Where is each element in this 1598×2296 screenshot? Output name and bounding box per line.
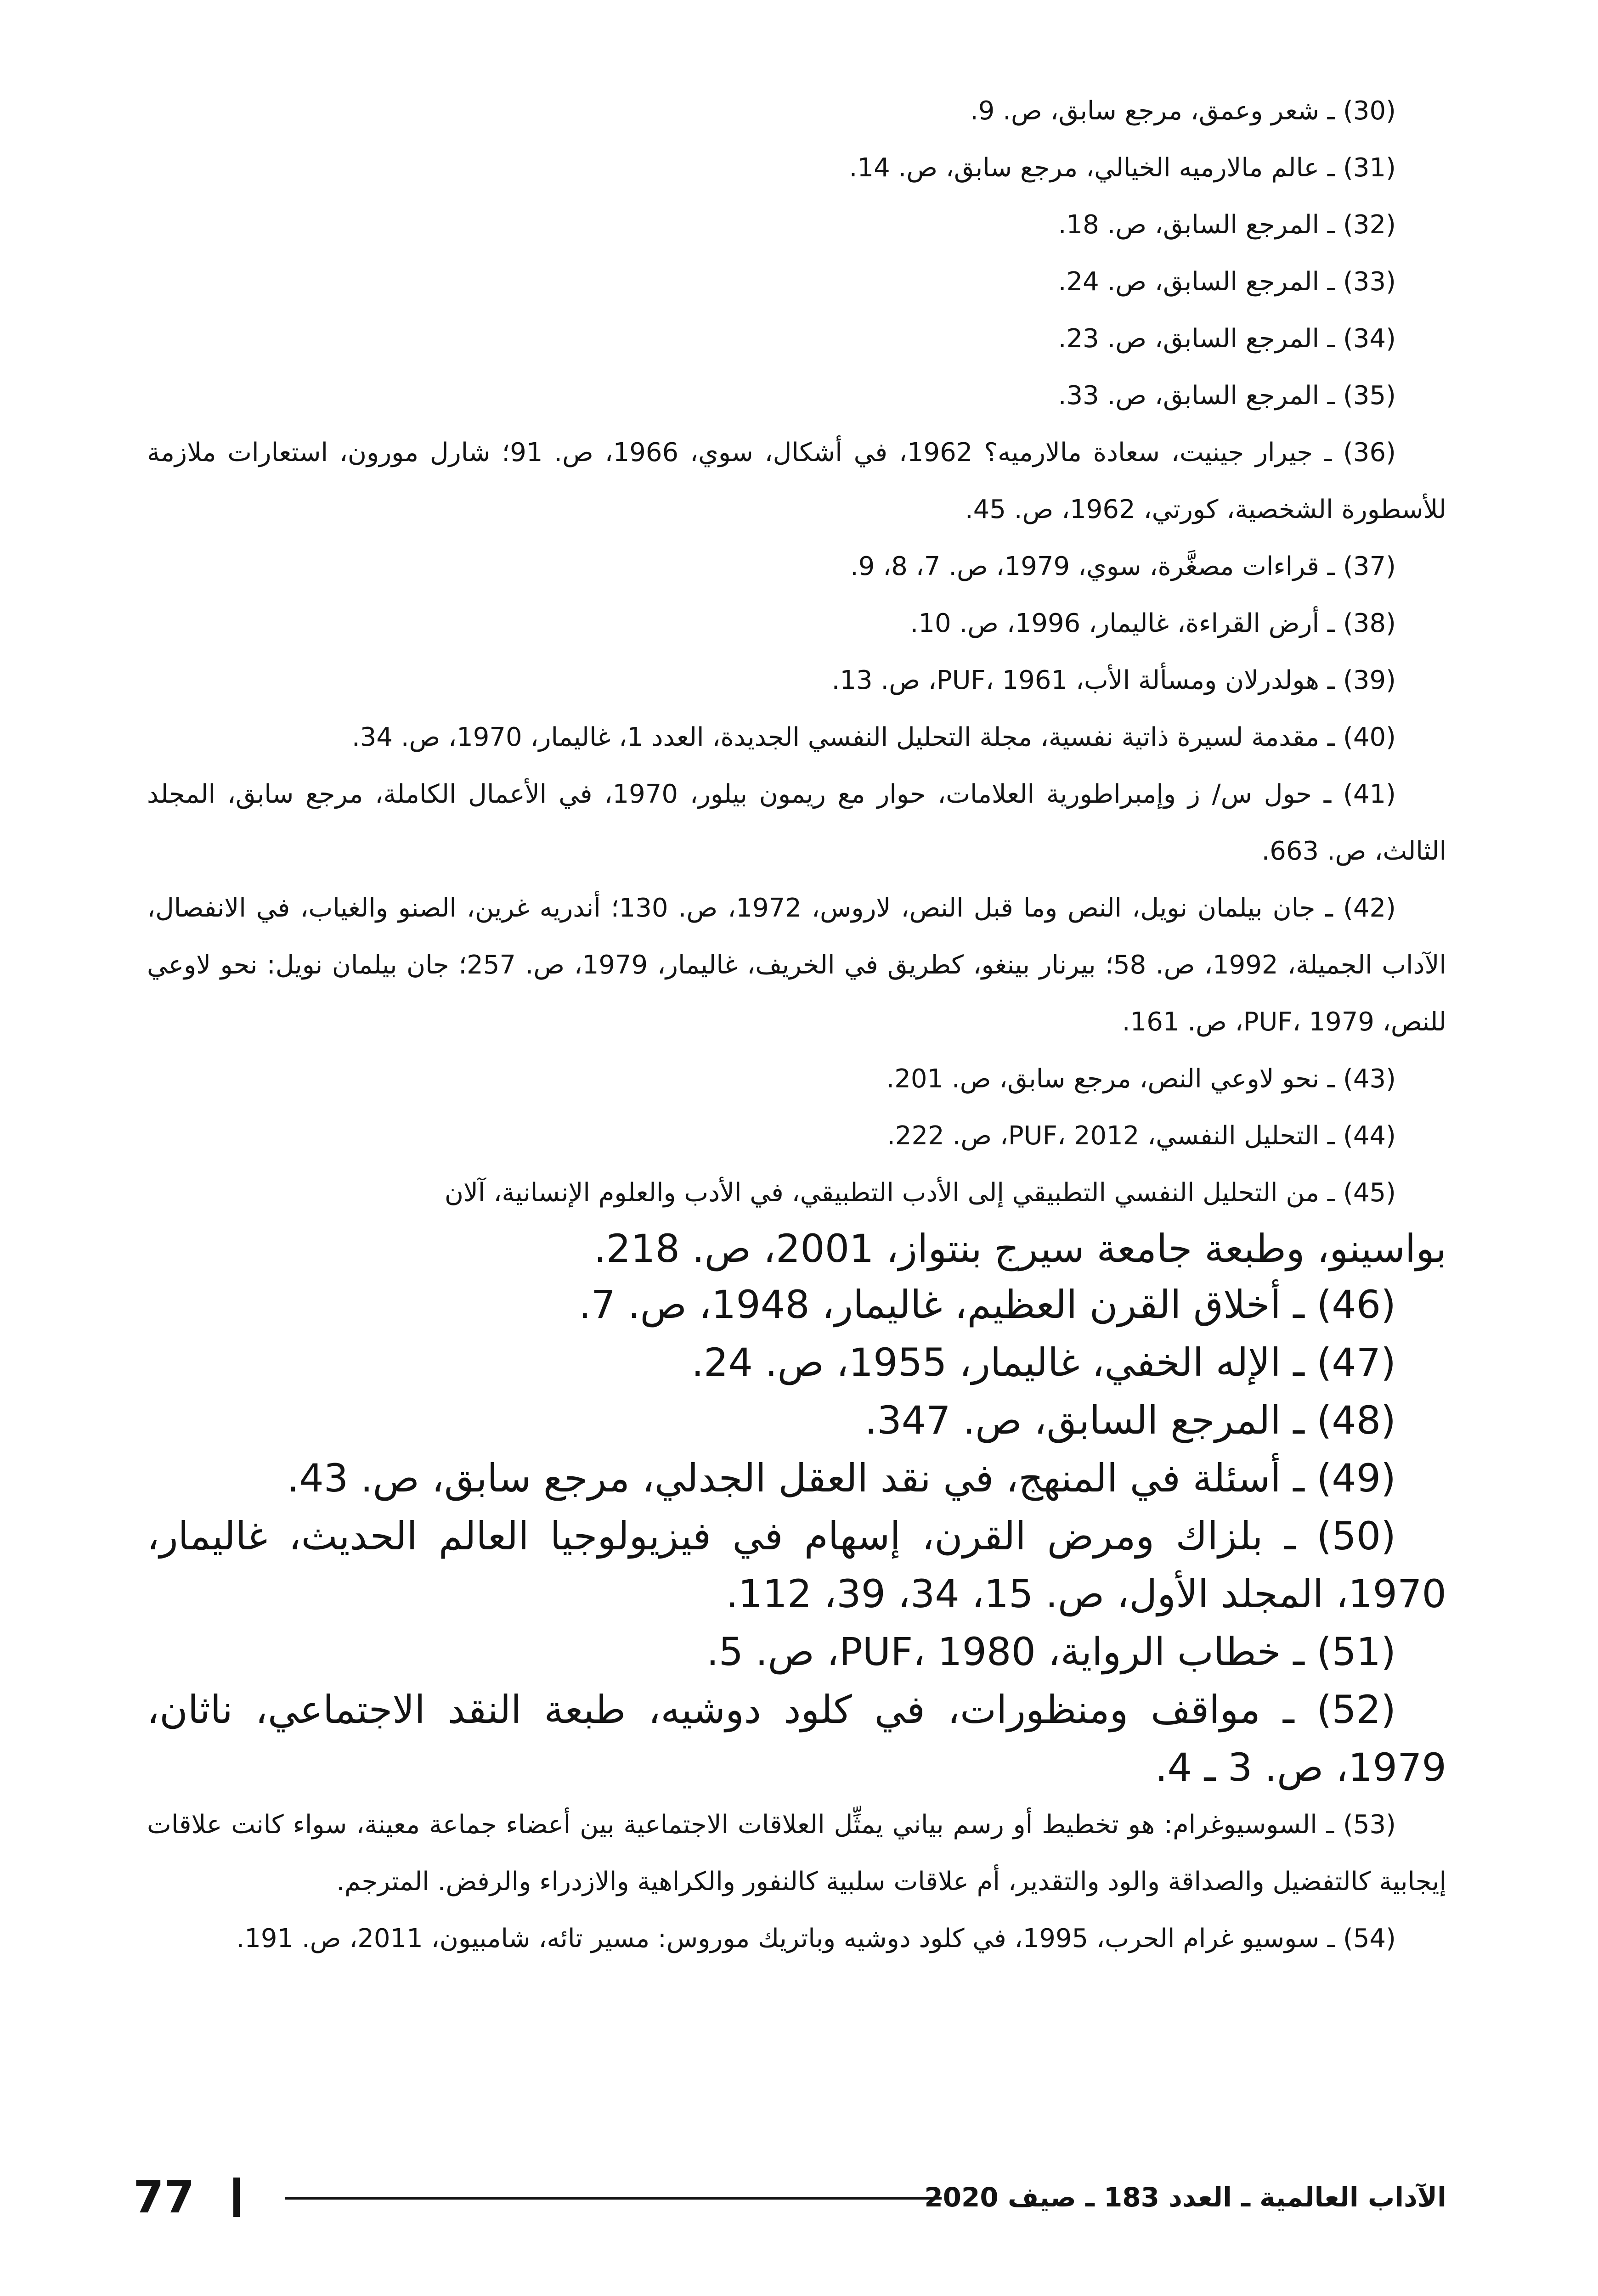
endnote-36: (36) ـ جيرار جينيت، سعادة مالارميه؟ 1962، في أشكال، سوي، 1966، ص. 91؛ شارل مورون، استعارات ملازمة للأسطورة الشخصية، كورتي، 1962، ص. 45. bbox=[147, 438, 1446, 524]
endnote-47: (47) ـ الإله الخفي، غاليمار، 1955، ص. 24. bbox=[691, 1340, 1396, 1385]
endnote-41: (41) ـ حول س/ ز وإمبراطورية العلامات، حوار مع ريمون بيلور، 1970، في الأعمال الكاملة، مرجع سابق، المجلد الثالث، ص. 663. bbox=[147, 779, 1446, 866]
endnote-33: (33) ـ المرجع السابق، ص. 24. bbox=[1058, 267, 1396, 297]
endnote-45 bbox=[147, 1165, 1446, 1276]
page-number: 77 bbox=[133, 2172, 195, 2223]
page-footer bbox=[133, 2167, 1446, 2227]
endnote-32: (32) ـ المرجع السابق، ص. 18. bbox=[1058, 210, 1396, 240]
endnote-38: (38) ـ أرض القراءة، غاليمار، 1996، ص. 10. bbox=[910, 608, 1396, 638]
endnote-53: (53) ـ السوسيوغرام: هو تخطيط أو رسم بياني يمثِّل العلاقات الاجتماعية بين أعضاء جماعة معينة، سواء كانت علاقات إيجابية كالتفضيل والصداقة والود والتقدير، أم علاقات سلبية كالنفور والكراهية والازدراء والرفض. المترجم. bbox=[147, 1810, 1446, 1896]
endnote-45-second-line: بواسينو، وطبعة جامعة سيرج بنتواز، 2001، ص. 218. bbox=[594, 1226, 1446, 1271]
endnote-31: (31) ـ عالم مالارميه الخيالي، مرجع سابق، ص. 14. bbox=[849, 153, 1396, 183]
endnote-50: (50) ـ بلزاك ومرض القرن، إسهام في فيزيولوجيا العالم الحديث، غاليمار، 1970، المجلد الأول، ص. 15، 34، 39، 112. bbox=[147, 1514, 1446, 1616]
endnote-48: (48) ـ المرجع السابق، ص. 347. bbox=[864, 1398, 1396, 1443]
endnote-34: (34) ـ المرجع السابق، ص. 23. bbox=[1058, 324, 1396, 354]
endnote-37: (37) ـ قراءات مصغَّرة، سوي، 1979، ص. 7، 8، 9. bbox=[850, 551, 1396, 581]
endnote-42: (42) ـ جان بيلمان نويل، النص وما قبل النص، لاروس، 1972، ص. 130؛ أندريه غرين، الصنو والغياب، في الانفصال، الآداب الجميلة، 1992، ص. 58؛ بيرنار بينغو، كطريق في الخريف، غاليمار، 1979، ص. 257؛ جان بيلمان نويل: نحو لاوعي للنص، PUF، 1979، ص. 161. bbox=[147, 893, 1446, 1037]
endnote-52: (52) ـ مواقف ومنظورات، في كلود دوشيه، طبعة النقد الاجتماعي، ناثان، 1979، ص. 3 ـ 4. bbox=[147, 1687, 1446, 1790]
endnote-39: (39) ـ هولدرلان ومسألة الأب، PUF، 1961، ص. 13. bbox=[831, 665, 1396, 695]
journal-issue-label: الآداب العالمية ـ العدد 183 ـ صيف 2020 bbox=[924, 2182, 1446, 2213]
endnote-30: (30) ـ شعر وعمق، مرجع سابق، ص. 9. bbox=[970, 96, 1396, 126]
endnotes-list bbox=[147, 83, 1446, 1967]
endnote-46: (46) ـ أخلاق القرن العظيم، غاليمار، 1948، ص. 7. bbox=[578, 1282, 1396, 1327]
endnote-49: (49) ـ أسئلة في المنهج، في نقد العقل الجدلي، مرجع سابق، ص. 43. bbox=[287, 1456, 1396, 1501]
footer-separator-bar bbox=[233, 2178, 240, 2217]
endnote-51: (51) ـ خطاب الرواية، PUF، 1980، ص. 5. bbox=[706, 1629, 1396, 1674]
endnote-40: (40) ـ مقدمة لسيرة ذاتية نفسية، مجلة التحليل النفسي الجديدة، العدد 1، غاليمار، 1970، ص. 34. bbox=[351, 722, 1396, 752]
endnote-45-first-line: (45) ـ من التحليل النفسي التطبيقي إلى الأدب التطبيقي، في الأدب والعلوم الإنسانية، آلان bbox=[444, 1178, 1396, 1208]
endnote-44: (44) ـ التحليل النفسي، PUF، 2012، ص. 222. bbox=[887, 1121, 1396, 1151]
footer-rule bbox=[285, 2197, 942, 2200]
endnote-35: (35) ـ المرجع السابق، ص. 33. bbox=[1058, 381, 1396, 411]
endnote-43: (43) ـ نحو لاوعي النص، مرجع سابق، ص. 201. bbox=[886, 1064, 1396, 1094]
endnote-54: (54) ـ سوسيو غرام الحرب، 1995، في كلود دوشيه وباتريك موروس: مسير تائه، شامبيون، 2011، ص. 191. bbox=[236, 1924, 1396, 1953]
